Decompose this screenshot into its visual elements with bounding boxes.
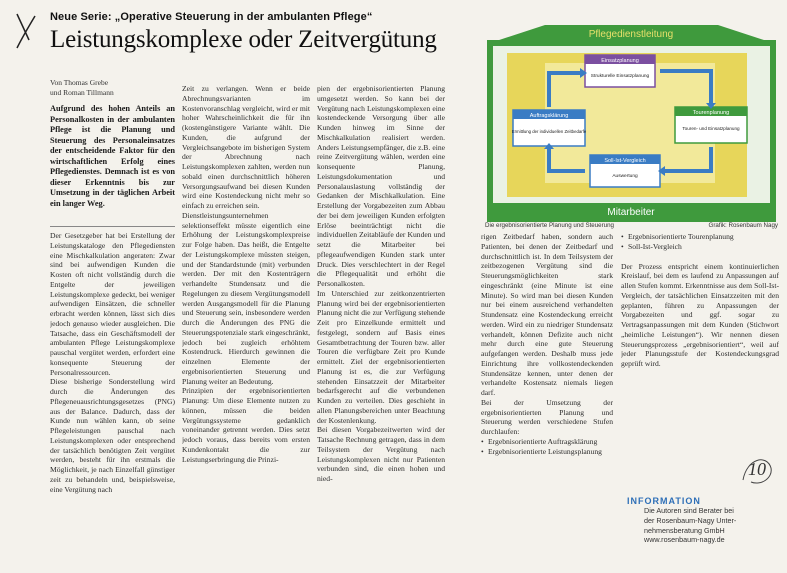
text-column-1 xyxy=(50,231,175,567)
box-head: Auftragsklärung xyxy=(529,113,569,119)
text-column-4 xyxy=(481,232,613,567)
bullet-item: • Ergebnisorientierte Auftragsklärung xyxy=(481,437,613,447)
badge-number: 10 xyxy=(748,459,766,479)
paragraph: Zeit zu verlangen. Wenn er beide Abrechnungsvarianten im Kostenvoranschlag vergleicht, wird er mit hoher Wahrscheinlichkeit die für ihn (kostengünstigere Variante wählt. Die Kunden, die aufgrund der Vergleichsangebote im bisherigen System der Abrechnung nach Leistungskomplexen zahlten, werden nun sobald einen durchschnittlich höheren Versorgungsaufwand bei diesen Kunden wird eine Kostendeckung nicht mehr so einfach zu erreichen sein. xyxy=(182,84,310,210)
figure-caption xyxy=(485,222,778,229)
text-column-3 xyxy=(317,84,445,567)
box-head: Tourenplanung xyxy=(692,110,730,116)
box-body: Ermittlung der individuellen Zeitbedarfe xyxy=(511,129,587,134)
series-label: Neue Serie: „Operative Steuerung in der ambulanten Pflege“ xyxy=(50,11,373,23)
paragraph: Prinzipien der ergebnisorientierten Planung: Um diese Elemente nutzen zu können, müssen die beiden Vergütungssysteme gedanklich voneinander getrennt werden. Dies setzt jedoch voraus, dass bereits vom ersten Kundenkontakt die zur Leistungserbringung die Prinzi- xyxy=(182,386,310,464)
paragraph: Der Gesetzgeber hat bei Erstellung der Leistungskataloge den Pflegediensten eine Mischkalkulation angeraten: Zwar sind bei aufwendigen Kunden die Kosten oft nicht vollständig durch die Entgelte der jeweiligen Leistungskomplexe gedeckt, bei weniger aufwendigen Einsätzen, die schneller erbracht werden können, lässt sich dies jedoch genauso wieder ausgleichen. Die Tatsache, dass ein Geschäftsmodell der ambulanten Pflege Leistungskomplexe pauschal vergütet werden, erfordert eine konsequente Steuerung der Personalressourcen. xyxy=(50,231,175,377)
paragraph: Bei diesen Vorgabezeitwerten wird der Tatsache Rechnung getragen, dass in dem Teilsystem der Vergütung nach Leistungskomplexen nicht nur Patienten verbunden sind, die einen hohen und nied- xyxy=(317,425,445,483)
paragraph: Diese bisherige Sonderstellung wird durch die Änderungen des Pflegeneuausrichtungsgesetzes (PNG) aus der Balance. Dadurch, dass der Kunde nun wählen kann, ob seine Pflegeleistungen pauschal nach Leistungskomplexen oder entsprechend der tatsächlich benötigten Zeit vergütet werden, besteht für ihn erstmals die Möglichkeit, je nach Einzelfall günstiger zeit zu behandeln und, beispielsweise, eine Vergütung nach xyxy=(50,377,175,494)
info-link[interactable]: www.rosenbaum-nagy.de xyxy=(644,535,725,545)
information-box xyxy=(627,448,779,566)
process-diagram xyxy=(485,15,778,227)
info-title: INFORMATION xyxy=(627,496,701,506)
lead-divider xyxy=(50,226,175,227)
paragraph: pien der ergebnisorientierten Planung umgesetzt werden. So kann bei der Vergütung nach Leistungskomplexen eine kostendeckende Versorgung über alle Kunden hinweg im Sinne der Mischkalkulation realisiert werden. Anders Leistungsempfänger, die z.B. eine reine Zeitvergütung wählen, werden eine konsequente Planung, Leistungsdokumentation und Personalauslastung vollständig der Gedanken der Mischkalkulation. Eine Erstellung der Vorgabezeiten zum Abbau der bei dem jeweiligen Kunden erfolgten Erlöse beeinträchtigt nicht die individuellen Zeitabläufe der Kunden und setzt die Mitarbeiter bei pflegeaufwendigen Kunden stark unter Druck. Dies verschlechtert in der Regel die Pflegequalität und erhöht die Personalkosten. xyxy=(317,84,445,288)
paragraph: Dienstleistungsunternehmen selektionseffekt müsste eigentlich eine Erhöhung der Leistungskomplexpreise zur Folge haben. Das heißt, die Entgelte der Leistungskomplexe müssten steigen, und der Standardstunde (mit) verbunden werden. Der mit den Kostenträgern verhandelte Stundensatz und die Regelungen zu diesem Vergütungsmodell werden Ausgangsmodell für die Planung und Steuerung sein, insbesondere werden durch die Änderungen des PNG die Steuerungspotenziale stark eingeschränkt, jedoch bei zugleich erhöhtem Kostendruck. Hierdurch gewinnen die einzelnen Elemente der ergebnisorientierten Steuerung und Planung weiter an Bedeutung. xyxy=(182,210,310,386)
lead-paragraph: Aufgrund des hohen Anteils an Personalkosten in der ambulanten Pflege ist die Planung und Steuerung des Personaleinsatzes der entscheidende Faktor für den wirtschaftlichen Erfolg eines Pflegedienstes. Demnach ist es von dieser Erkenntnis bis zur Umsetzung in der täglichen Arbeit ein langer Weg. xyxy=(50,104,175,208)
caption-credit: Grafik: Rosenbaum Nagy xyxy=(708,222,778,229)
byline xyxy=(50,78,170,98)
paragraph: rigen Zeitbedarf haben, sondern auch Patienten, bei denen der Zeitbedarf und durchschnittlich ist. In dem Teilsystem der zeitbezogenen Vergütung sind die Steuerungsmöglichkeiten stark eingeschränkt (eine Minute ist eine Minute). So wird man bei diesen Kunden nur bei einem ausreichend verhandelten Stundensatz eine Kostendeckung erreicht werden. Wird ein zu niedriger Stundensatz verhandelt, können Defizite auch nicht mehr durch eine gute Steuerung aufgefangen werden. Deshalb muss jede Einrichtung ihre vollkostendeckenden Stundensätze kennen, unter denen der verhandelte Kostensatz niemals liegen darf. xyxy=(481,232,613,397)
text-column-5 xyxy=(621,232,779,422)
info-text xyxy=(644,506,779,545)
caption-text: Die ergebnisorientierte Planung und Steuerung xyxy=(485,222,614,229)
check-mark-icon xyxy=(11,10,45,50)
diagram-bottom-label: Mitarbeiter xyxy=(607,207,655,218)
bullet-list xyxy=(621,232,779,252)
author-line-1: Von Thomas Grebe xyxy=(50,78,109,87)
bullet-item: • Ergebnisorientierte Leistungsplanung xyxy=(481,447,613,457)
diagram-box-auftrag xyxy=(512,110,587,146)
diagram-top-label: Pflegedienstleitung xyxy=(588,29,674,40)
paragraph: Im Unterschied zur zeitkonzentrierten Planung wird bei der ergebnisorientierten Planung nicht die zur Verfügung stehende Zeit pro Einzelkunde ermittelt und festgelegt, sondern auf Basis eines Gesamtbetrachtung der Touren bzw. aller Touren die verfügbare Zeit pro Kunde ermittelt. Ziel der ergebnisorientierten Planung ist es, die zur Verfügung stehenden Einsatzzeit der Mitarbeiter bedarfsgerecht auf die verbundenen Kunden zu verteilen. Dies geschieht in allen Planungsbereichen unter Beachtung der Kostenlenkung. xyxy=(317,288,445,425)
text-column-2 xyxy=(182,84,310,567)
author-line-2: und Roman Tillmann xyxy=(50,88,114,97)
bullet-list xyxy=(481,437,613,457)
paragraph: Der Prozess entspricht einem kontinuierlichen Kreislauf, bei dem es laufend zu Anpassungen auf allen Stufen kommt. Erkenntnisse aus dem Soll-Ist-Vergleich, der tatsächlichen Einsatzzeiten mit den geplanten, führen zu Anpassungen der Vorgabezeiten und ggf. sogar zu Vertragsanpassungen mit dem Kunden (Stichwort „heimliche Leistungen“). Wir nennen diesen Steuerungsprozess „ergebnisorientiert“, weil auf jeder Planungsstufe der Kostendeckungsgrad geprüft wird. xyxy=(621,261,779,368)
box-body: Touren- und Einsatzplanung xyxy=(682,126,740,131)
info-line: der Rosenbaum-Nagy Unter- xyxy=(644,515,737,525)
diagram-box-tour xyxy=(675,107,747,143)
bullet-item: • Soll-Ist-Vergleich xyxy=(621,242,779,252)
box-body: Strukturelle Einsatzplanung xyxy=(590,74,650,79)
box-head: Soll-Ist-Vergleich xyxy=(604,158,646,164)
box-head: Einsatzplanung xyxy=(601,58,639,64)
bullet-item: • Ergebnisorientierte Tourenplanung xyxy=(621,232,779,242)
page-title: Leistungskomplexe oder Zeitvergütung xyxy=(50,26,437,53)
paragraph: Bei der Umsetzung der ergebnisorientierten Planung und Steuerung werden verschiedene Stufen durchlaufen: xyxy=(481,397,613,436)
box-body: Auswertung xyxy=(612,174,638,179)
info-line: Die Autoren sind Berater bei xyxy=(644,506,734,515)
diagram-box-vergleich xyxy=(590,155,660,187)
series-badge-icon xyxy=(737,448,777,488)
diagram-box-planung xyxy=(585,55,655,87)
info-line: nehmensberatung GmbH xyxy=(644,525,725,535)
